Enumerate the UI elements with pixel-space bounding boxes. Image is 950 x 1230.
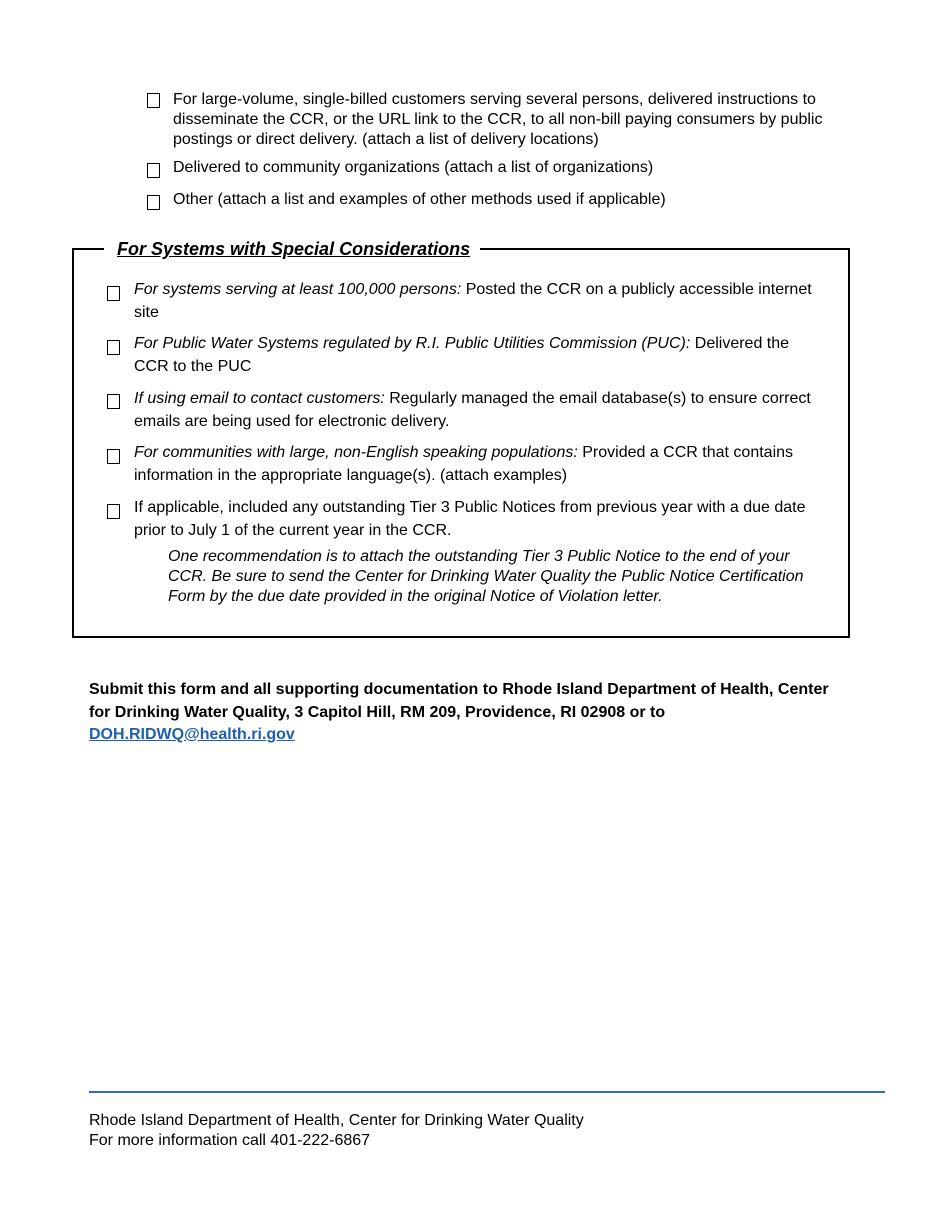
special-item-text: Posted the CCR on a publicly accessible internet site xyxy=(134,281,812,321)
special-item-text: Delivered the CCR to the PUC xyxy=(134,335,790,375)
special-item-lead: For Public Water Systems regulated by R.I. Public Utilities Commission (PUC): xyxy=(134,335,691,352)
special-item-non-english xyxy=(134,442,824,487)
checkbox-label-community-organizations: Delivered to community organizations (attach a list of organizations) xyxy=(173,159,654,176)
special-item-lead: If using email to contact customers: xyxy=(134,390,385,407)
footer xyxy=(89,1111,584,1151)
special-item-lead: For systems serving at least 100,000 persons: xyxy=(134,281,462,298)
checkbox-tier3-notices[interactable] xyxy=(107,504,120,519)
special-item-email-database xyxy=(134,388,824,433)
special-item-tier3-notices: If applicable, included any outstanding Tier 3 Public Notices from previous year with a due date prior to July 1 of the current year in the CCR. xyxy=(134,499,806,539)
footer-phone: For more information call 401-222-6867 xyxy=(89,1132,371,1149)
submit-instructions xyxy=(89,679,849,747)
special-item-puc-delivery xyxy=(134,333,824,378)
special-considerations-title: For Systems with Special Considerations xyxy=(104,238,480,260)
checkbox-label-large-volume: For large-volume, single-billed customers serving several persons, delivered instructions to disseminate the CCR, or the URL link to the CCR, to all non-bill paying consumers by public postings or direct delivery. (attach a list of delivery locations) xyxy=(173,91,823,148)
special-item-text: Regularly managed the email database(s) to ensure correct emails are being used for electronic delivery. xyxy=(134,390,811,430)
checkbox-large-volume[interactable] xyxy=(147,93,160,108)
special-item-internet-posting xyxy=(134,279,824,324)
checkbox-non-english[interactable] xyxy=(107,449,120,464)
checkbox-label-other-methods: Other (attach a list and examples of other methods used if applicable) xyxy=(173,191,666,208)
submit-text: Submit this form and all supporting documentation to Rhode Island Department of Health, Center for Drinking Water Quality, 3 Capitol Hill, RM 209, Providence, RI 02908 or to xyxy=(89,681,829,721)
checkbox-internet-posting[interactable] xyxy=(107,286,120,301)
checkbox-community-organizations[interactable] xyxy=(147,163,160,178)
footer-divider xyxy=(89,1091,885,1093)
email-link[interactable]: DOH.RIDWQ@health.ri.gov xyxy=(89,726,295,743)
checkbox-puc-delivery[interactable] xyxy=(107,340,120,355)
checkbox-email-database[interactable] xyxy=(107,394,120,409)
checkbox-other-methods[interactable] xyxy=(147,195,160,210)
special-item-text: Provided a CCR that contains information in the appropriate language(s). (attach examples) xyxy=(134,444,794,484)
special-item-lead: For communities with large, non-English speaking populations: xyxy=(134,444,578,461)
tier3-recommendation-note: One recommendation is to attach the outstanding Tier 3 Public Notice to the end of your CCR. Be sure to send the Center for Drinking Water Quality the Public Notice Certification Form by the due date provided in the original Notice of Violation letter. xyxy=(168,548,804,605)
footer-department: Rhode Island Department of Health, Center for Drinking Water Quality xyxy=(89,1112,584,1129)
